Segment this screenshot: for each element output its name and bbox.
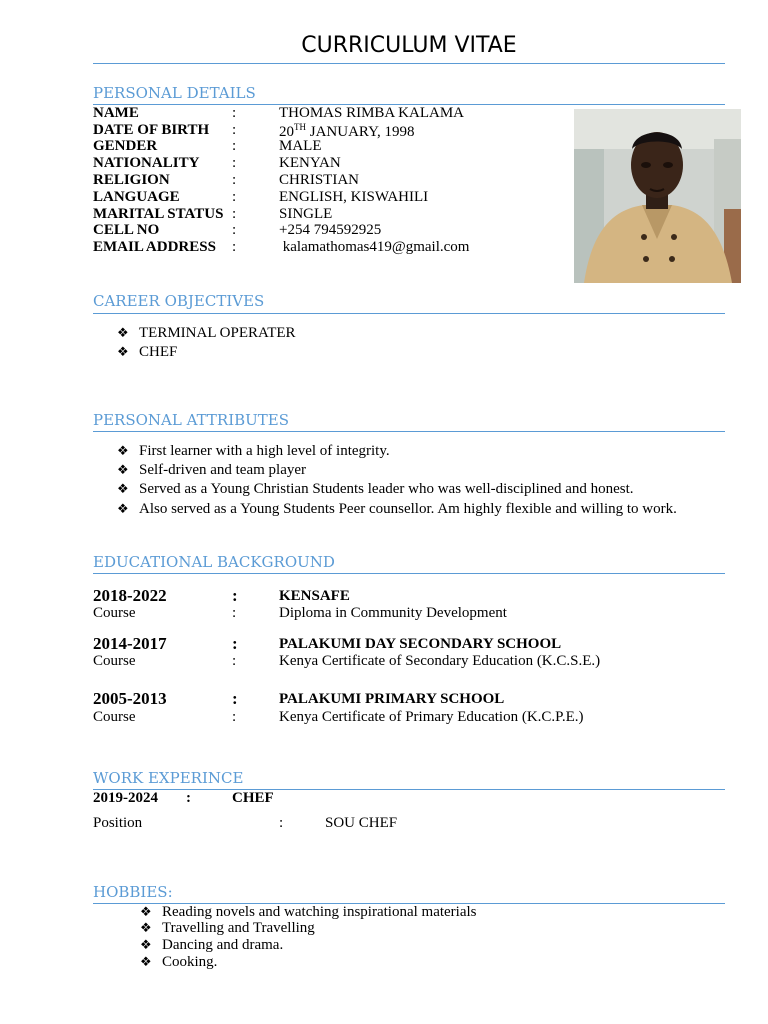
list-item: ❖ TERMINAL OPERATER — [117, 325, 296, 341]
education-school: KENSAFE — [279, 588, 350, 604]
cell-no-colon: : — [232, 222, 237, 238]
diamond-bullet-icon: ❖ — [117, 443, 129, 458]
name-colon: : — [232, 105, 237, 121]
education-course: Diploma in Community Development — [279, 605, 507, 621]
education-years: 2018-2022 — [93, 586, 167, 605]
gender-colon: : — [232, 138, 237, 154]
education-course: Kenya Certificate of Primary Education (K.C.P.E.) — [279, 709, 584, 725]
nationality-colon: : — [232, 155, 237, 171]
cell-no-label: CELL NO — [93, 222, 160, 238]
diamond-bullet-icon: ❖ — [140, 920, 152, 935]
list-item: ❖ Reading novels and watching inspirational materials — [140, 904, 477, 920]
education-divider — [93, 573, 725, 574]
dob-colon: : — [232, 122, 237, 138]
name-value: THOMAS RIMBA KALAMA — [279, 105, 465, 121]
work-role: CHEF — [232, 790, 274, 806]
diamond-bullet-icon: ❖ — [140, 954, 152, 969]
education-colon: : — [232, 586, 238, 605]
work-years: 2019-2024 — [93, 790, 158, 806]
title-divider — [93, 63, 725, 64]
language-value: ENGLISH, KISWAHILI — [279, 189, 429, 205]
email-value: kalamathomas419@gmail.com — [279, 239, 470, 255]
education-course-colon: : — [232, 653, 237, 669]
section-heading-work-experience: WORK EXPERINCE — [93, 769, 244, 787]
section-heading-educational-background: EDUCATIONAL BACKGROUND — [93, 553, 335, 571]
dob-day: 20 — [279, 124, 294, 140]
education-course-label: Course — [93, 709, 136, 725]
education-school: PALAKUMI DAY SECONDARY SCHOOL — [279, 636, 562, 652]
list-item: ❖ Travelling and Travelling — [140, 920, 315, 936]
work-colon: : — [186, 790, 191, 806]
profile-photo-illustration — [574, 109, 741, 283]
work-position-colon: : — [279, 815, 284, 831]
education-years: 2014-2017 — [93, 634, 167, 653]
list-item: ❖ Dancing and drama. — [140, 937, 284, 953]
marital-status-value: SINGLE — [279, 206, 333, 222]
education-course-colon: : — [232, 709, 237, 725]
language-colon: : — [232, 189, 237, 205]
language-label: LANGUAGE — [93, 189, 180, 205]
diamond-bullet-icon: ❖ — [117, 344, 129, 359]
section-heading-personal-attributes: PERSONAL ATTRIBUTES — [93, 411, 290, 429]
diamond-bullet-icon: ❖ — [117, 462, 129, 477]
marital-status-colon: : — [232, 206, 237, 222]
dob-month-year: JANUARY, 1998 — [306, 124, 415, 140]
section-heading-career-objectives: CAREER OBJECTIVES — [93, 292, 265, 310]
gender-label: GENDER — [93, 138, 158, 154]
section-heading-personal-details: PERSONAL DETAILS — [93, 84, 256, 102]
education-course-colon: : — [232, 605, 237, 621]
section-heading-hobbies: HOBBIES: — [93, 883, 173, 901]
diamond-bullet-icon: ❖ — [117, 325, 129, 340]
education-colon: : — [232, 689, 238, 708]
gender-value: MALE — [279, 138, 322, 154]
education-course-label: Course — [93, 605, 136, 621]
work-position-label: Position — [93, 815, 143, 831]
marital-status-label: MARITAL STATUS — [93, 206, 224, 222]
email-label: EMAIL ADDRESS — [93, 239, 216, 255]
diamond-bullet-icon: ❖ — [140, 937, 152, 952]
education-course-label: Course — [93, 653, 136, 669]
document-title: CURRICULUM VITAE — [301, 33, 517, 58]
profile-photo — [574, 109, 741, 283]
nationality-label: NATIONALITY — [93, 155, 200, 171]
career-objectives-divider — [93, 313, 725, 314]
personal-attributes-divider — [93, 431, 725, 432]
education-colon: : — [232, 634, 238, 653]
dob-day-suffix: TH — [294, 122, 306, 132]
religion-label: RELIGION — [93, 172, 170, 188]
list-item: ❖ Cooking. — [140, 954, 218, 970]
nationality-value: KENYAN — [279, 155, 341, 171]
education-years: 2005-2013 — [93, 689, 167, 708]
diamond-bullet-icon: ❖ — [117, 481, 129, 496]
religion-colon: : — [232, 172, 237, 188]
work-position: SOU CHEF — [325, 815, 398, 831]
list-item: ❖ Also served as a Young Students Peer counsellor. Am highly flexible and willing to work. — [117, 501, 677, 517]
name-label: NAME — [93, 105, 139, 121]
education-school: PALAKUMI PRIMARY SCHOOL — [279, 691, 505, 707]
list-item: ❖ Self-driven and team player — [117, 462, 307, 478]
religion-value: CHRISTIAN — [279, 172, 360, 188]
dob-label: DATE OF BIRTH — [93, 122, 210, 138]
cell-no-value: +254 794592925 — [279, 222, 382, 238]
list-item: ❖ First learner with a high level of integrity. — [117, 443, 390, 459]
diamond-bullet-icon: ❖ — [140, 904, 152, 919]
diamond-bullet-icon: ❖ — [117, 501, 129, 516]
list-item: ❖ CHEF — [117, 344, 178, 360]
email-colon: : — [232, 239, 237, 255]
education-course: Kenya Certificate of Secondary Education (K.C.S.E.) — [279, 653, 601, 669]
list-item: ❖ Served as a Young Christian Students leader who was well-disciplined and honest. — [117, 481, 634, 497]
